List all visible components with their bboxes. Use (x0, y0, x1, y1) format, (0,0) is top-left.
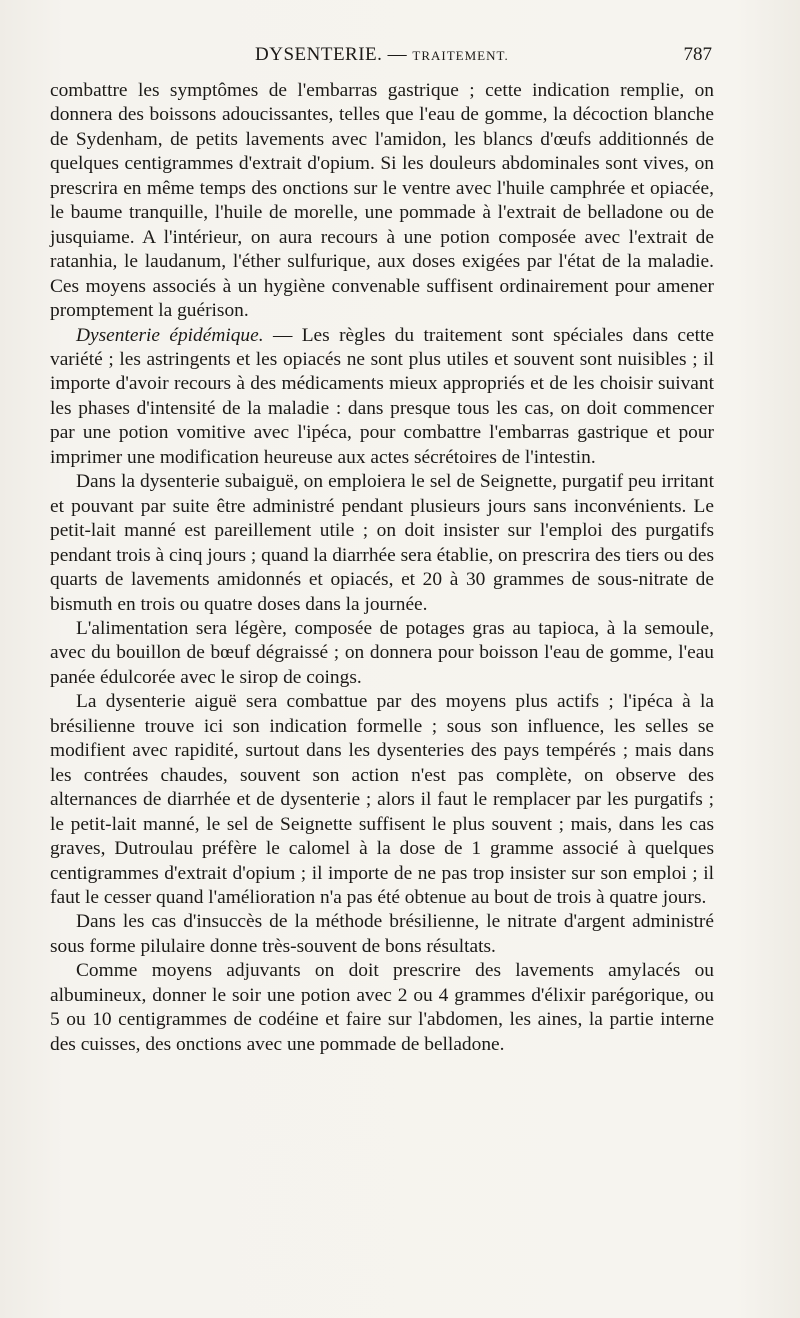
page-header (50, 44, 712, 72)
paragraph (50, 617, 714, 690)
paragraph (50, 690, 714, 910)
paragraph (50, 79, 714, 324)
paragraph (50, 959, 714, 1057)
running-title (255, 44, 509, 66)
paragraph-text: Dans la dysenterie subaiguë, on emploiera le sel de Seignette, purgatif peu irritant et pouvant par suite être administré pendant plusieurs jours sans inconvénients. Le petit-lait manné est pareillement utile ; on doit insister sur l'emploi des purgatifs pendant trois à cinq jours ; quand la diarrhée sera établie, on prescrira des tiers ou des quarts de lavements amidonnés et opiacés, et 20 à 30 grammes de sous-nitrate de bismuth en trois ou quatre doses dans la journée. (50, 471, 714, 615)
section-heading-italic: Dysenterie épidémique. (76, 324, 264, 346)
paragraph-text: — Les règles du traitement sont spéciales dans cette variété ; les astringents et les opiacés ne sont plus utiles et souvent sont nuisibles ; il importe d'avoir recours à des médicaments mieux appropriés et de les choisir suivant les phases d'intensité de la maladie : dans presque tous les cas, on doit commencer par une potion vomitive avec l'ipéca, pour combattre l'embarras gastrique et pour imprimer une modification heureuse aux actes sécrétoires de l'intestin. (50, 324, 714, 468)
paragraph-text: Comme moyens adjuvants on doit prescrire des lavements amylacés ou albumineux, donner le soir une potion avec 2 ou 4 grammes d'élixir parégorique, ou 5 ou 10 centigrammes de codéine et faire sur l'abdomen, les aines, la partie interne des cuisses, des onctions avec une pommade de belladone. (50, 960, 714, 1055)
paragraph-text: L'alimentation sera légère, composée de potages gras au tapioca, à la semoule, avec du bouillon de bœuf dégraissé ; on donnera pour boisson l'eau de gomme, l'eau panée édulcorée avec le sirop de coings. (50, 617, 714, 688)
paragraph-text: Dans les cas d'insuccès de la méthode brésilienne, le nitrate d'argent administré sous forme pilulaire donne très-souvent de bons résultats. (50, 911, 714, 957)
paragraph (50, 910, 714, 959)
running-title-main: DYSENTERIE. — (255, 44, 408, 65)
paragraph (50, 324, 714, 471)
paragraph (50, 470, 714, 617)
paragraph-text: La dysenterie aiguë sera combattue par des moyens plus actifs ; l'ipéca à la brésilienne trouve ici son indication formelle ; sous son influence, les selles se modifient avec rapidité, surtout dans les dysenteries des pays tempérés ; mais dans les contrées chaudes, souvent son action n'est pas complète, on observe des alternances de diarrhée et de dysenterie ; alors il faut le remplacer par les purgatifs ; le petit-lait manné, le sel de Seignette suffisent le plus souvent ; mais, dans les cas graves, Dutroulau préfère le calomel à la dose de 1 gramme associé à quelques centigrammes d'extrait d'opium ; il importe de ne pas trop insister sur son emploi ; il faut le cesser quand l'amélioration n'a pas été obtenue au bout de trois à quatre jours. (50, 691, 714, 908)
page-number: 787 (683, 44, 712, 65)
paragraph-text: combattre les symptômes de l'embarras gastrique ; cette indication remplie, on donnera des boissons adoucissantes, telles que l'eau de gomme, la décoction blanche de Sydenham, de petits lavements avec l'amidon, les blancs d'œufs additionnés de quelques centigrammes d'extrait d'opium. Si les douleurs abdominales sont vives, on prescrira en même temps des onctions sur le ventre avec l'huile camphrée et opiacée, le baume tranquille, l'huile de morelle, une pommade à l'extrait de belladone ou de jusquiame. A l'intérieur, on aura recours à une potion composée avec l'extrait de ratanhia, le laudanum, l'éther sulfurique, aux doses exigées par l'état de la maladie. Ces moyens associés à un hygiène convenable suffisent ordinairement pour amener promptement la guérison. (50, 80, 714, 322)
running-title-section: TRAITEMENT. (412, 48, 509, 63)
body-text (50, 79, 714, 1057)
